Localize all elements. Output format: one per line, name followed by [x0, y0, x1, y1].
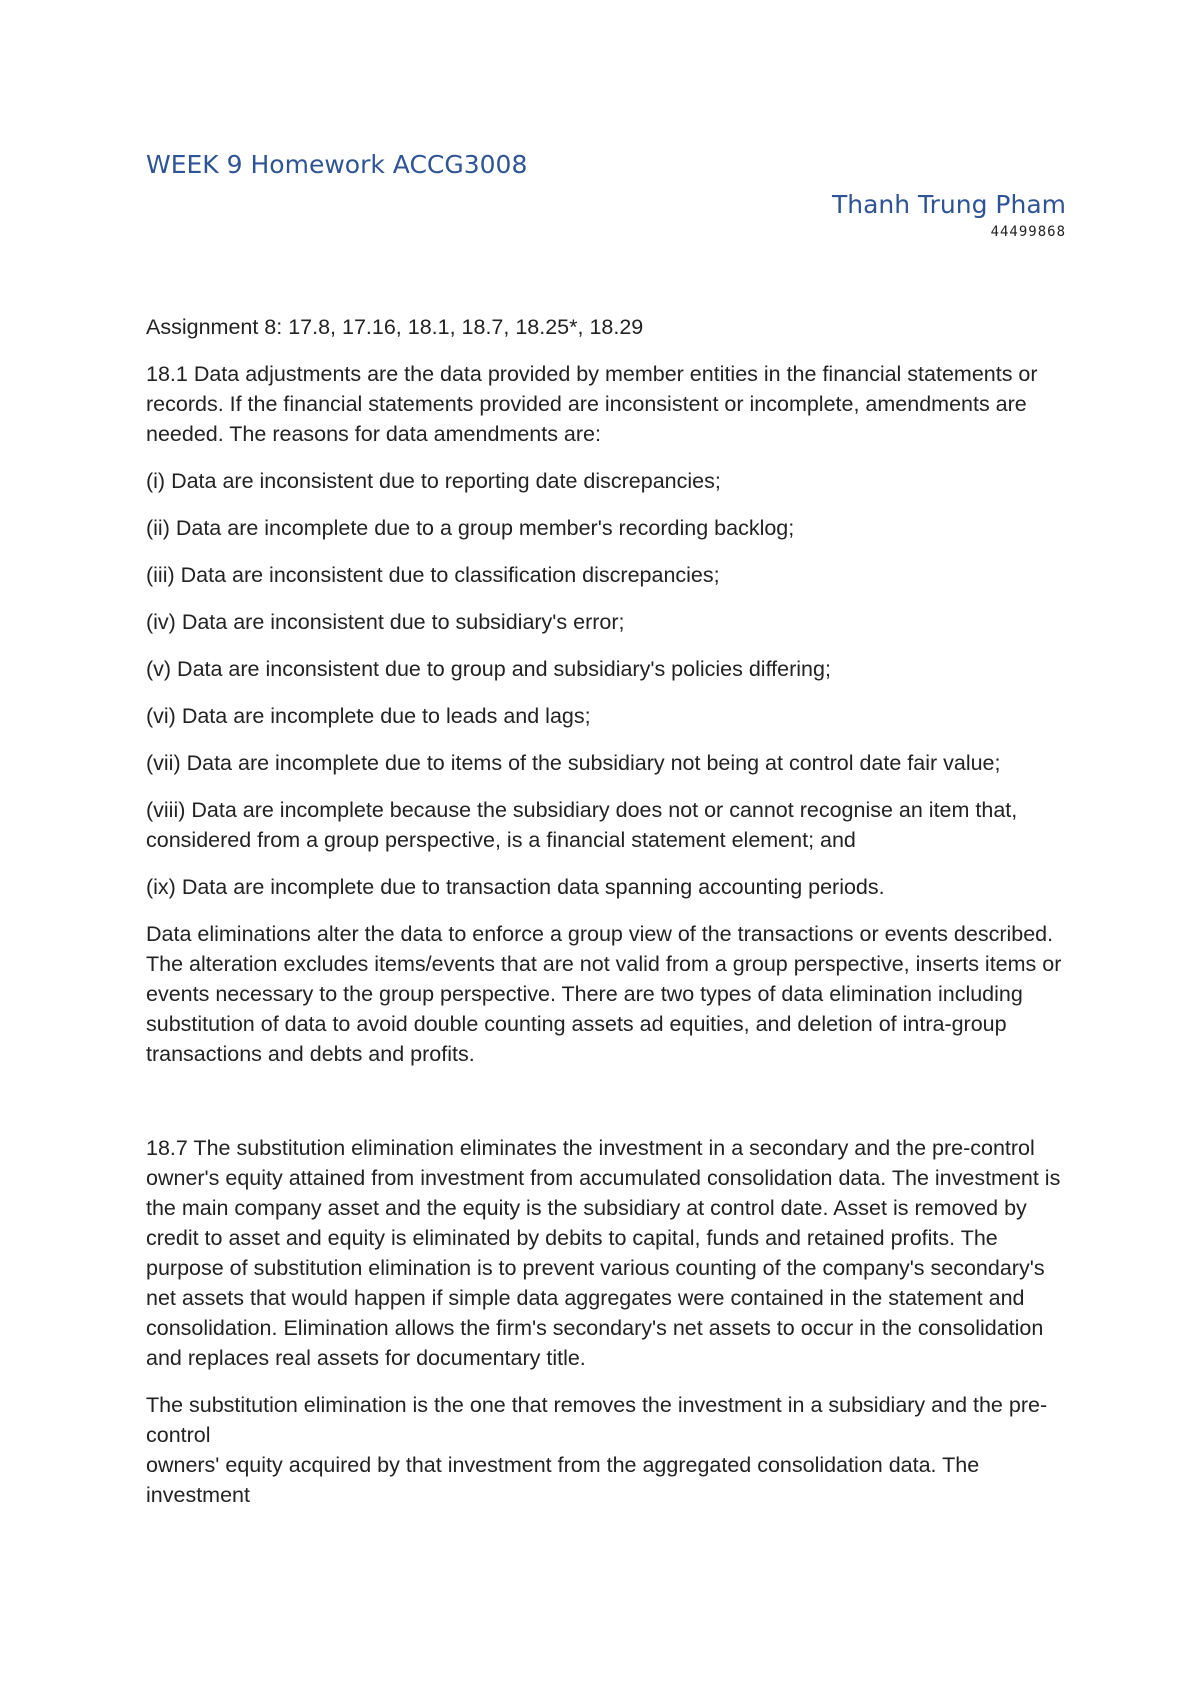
list-item-ix: (ix) Data are incomplete due to transaction data spanning accounting periods.: [146, 875, 885, 899]
list-item-v: (v) Data are inconsistent due to group and subsidiary's policies differing;: [146, 657, 831, 681]
list-item-ii: (ii) Data are incomplete due to a group member's recording backlog;: [146, 516, 795, 540]
list-item-iii: (iii) Data are inconsistent due to classification discrepancies;: [146, 563, 720, 587]
list-item-viii: (viii) Data are incomplete because the subsidiary does not or cannot recognise an item that, considered from a group perspective, is a financial statement element; and: [146, 798, 1018, 852]
list-item-iv: (iv) Data are inconsistent due to subsidiary's error;: [146, 610, 625, 634]
section-18-7-paragraph: 18.7 The substitution elimination eliminates the investment in a secondary and the pre-control owner's equity attained from investment from accumulated consolidation data. The investment is the main company asset and the equity is the subsidiary at control date. Asset is removed by credit to asset and equity is eliminated by debits to capital, funds and retained profits. The purpose of substitution elimination is to prevent various counting of the company's secondary's net assets that would happen if simple data aggregates were contained in the statement and consolidation. Elimination allows the firm's secondary's net assets to occur in the consolidation and replaces real assets for documentary title.: [146, 1136, 1061, 1370]
author-name: Thanh Trung Pham: [831, 190, 1066, 219]
author-block: [146, 188, 1066, 242]
list-item-vi: (vi) Data are incomplete due to leads and lags;: [146, 704, 591, 728]
assignment-line: Assignment 8: 17.8, 17.16, 18.1, 18.7, 18.25*, 18.29: [146, 315, 644, 339]
section-18-7-paragraph-2-line-2: owners' equity acquired by that investment from the aggregated consolidation data. The investment: [146, 1453, 980, 1507]
document-content: [146, 148, 1066, 1510]
student-id: 44499868: [990, 224, 1066, 240]
section-18-7-paragraph-2-line-1: The substitution elimination is the one that removes the investment in a subsidiary and the pre-control: [146, 1393, 1048, 1447]
document-title: WEEK 9 Homework ACCG3008: [146, 150, 528, 179]
section-spacer: [146, 1086, 1066, 1133]
list-item-vii: (vii) Data are incomplete due to items of the subsidiary not being at control date fair value;: [146, 751, 1001, 775]
eliminations-paragraph: Data eliminations alter the data to enforce a group view of the transactions or events described. The alteration excludes items/events that are not valid from a group perspective, inserts items or events necessary to the group perspective. There are two types of data elimination including substitution of data to avoid double counting assets ad equities, and deletion of intra-group transactions and debts and profits.: [146, 922, 1062, 1066]
list-item-i: (i) Data are inconsistent due to reporting date discrepancies;: [146, 469, 721, 493]
section-18-1-intro: 18.1 Data adjustments are the data provided by member entities in the financial statements or records. If the financial statements provided are inconsistent or incomplete, amendments are needed. The reasons for data amendments are:: [146, 362, 1038, 446]
